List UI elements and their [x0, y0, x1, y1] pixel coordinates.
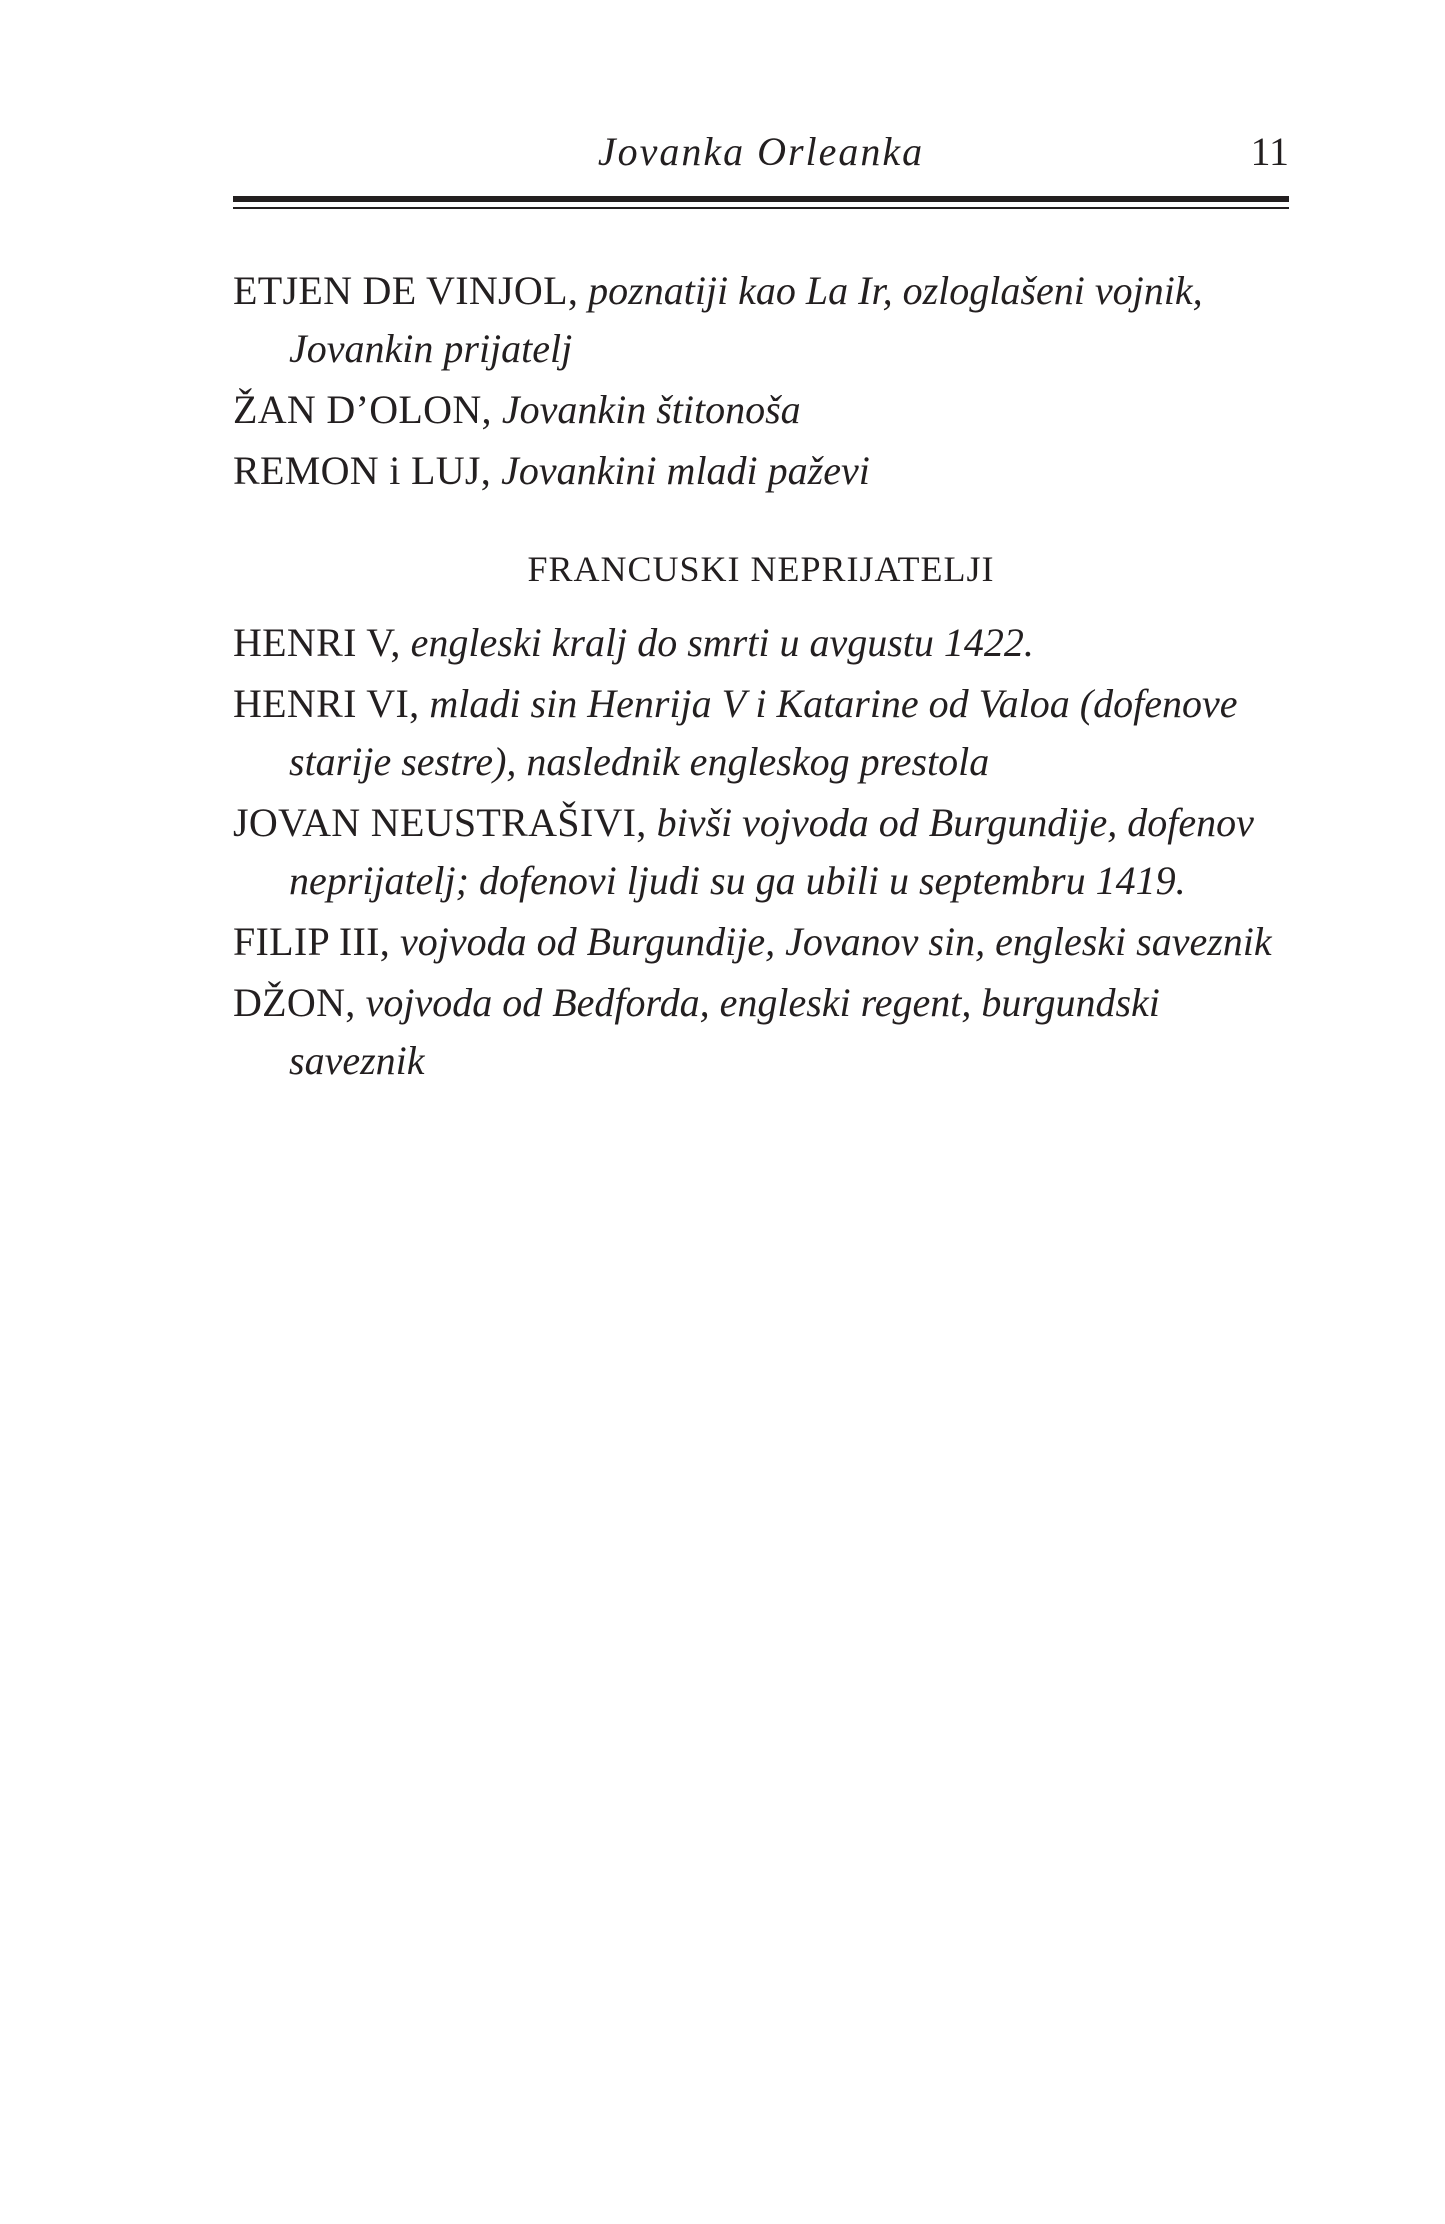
section-heading: FRANCUSKI NEPRIJATELJI [527, 549, 995, 589]
page-number: 11 [1250, 129, 1289, 174]
character-entry [233, 913, 1289, 971]
character-name: REMON i LUJ, [233, 448, 492, 493]
character-name: ŽAN D’OLON, [233, 387, 492, 432]
character-name: HENRI V, [233, 620, 401, 665]
character-entry [233, 442, 1289, 500]
running-header [233, 128, 1289, 178]
header-rule-thin [233, 207, 1289, 209]
character-name: HENRI VI, [233, 681, 420, 726]
character-name: ETJEN DE VINJOL, [233, 268, 579, 313]
header-rule-thick [233, 196, 1289, 202]
character-name: DŽON, [233, 980, 356, 1025]
character-entry [233, 614, 1289, 672]
character-entry [233, 974, 1289, 1090]
character-entry [233, 794, 1289, 910]
character-name: JOVAN NEUSTRAŠIVI, [233, 800, 647, 845]
character-description: vojvoda od Burgundije, Jovanov sin, engleski saveznik [400, 919, 1272, 964]
character-description: bivši vojvoda od Burgundije, dofenov neprijatelj; dofenovi ljudi su ga ubili u septembru 1419. [289, 800, 1254, 903]
character-entry [233, 675, 1289, 791]
character-description: vojvoda od Bedforda, engleski regent, burgundski saveznik [289, 980, 1160, 1083]
running-title: Jovanka Orleanka [597, 129, 925, 174]
character-entry [233, 262, 1289, 378]
character-description: poznatiji kao La Ir, ozloglašeni vojnik, Jovankin prijatelj [289, 268, 1203, 371]
character-description: engleski kralj do smrti u avgustu 1422. [410, 620, 1034, 665]
character-description: mladi sin Henrija V i Katarine od Valoa (dofenove starije sestre), naslednik engleskog prestola [289, 681, 1238, 784]
character-description: Jovankin štitonoša [501, 387, 801, 432]
character-description: Jovankini mladi paževi [501, 448, 870, 493]
character-entry [233, 381, 1289, 439]
character-list [233, 262, 1289, 1093]
character-name: FILIP III, [233, 919, 391, 964]
